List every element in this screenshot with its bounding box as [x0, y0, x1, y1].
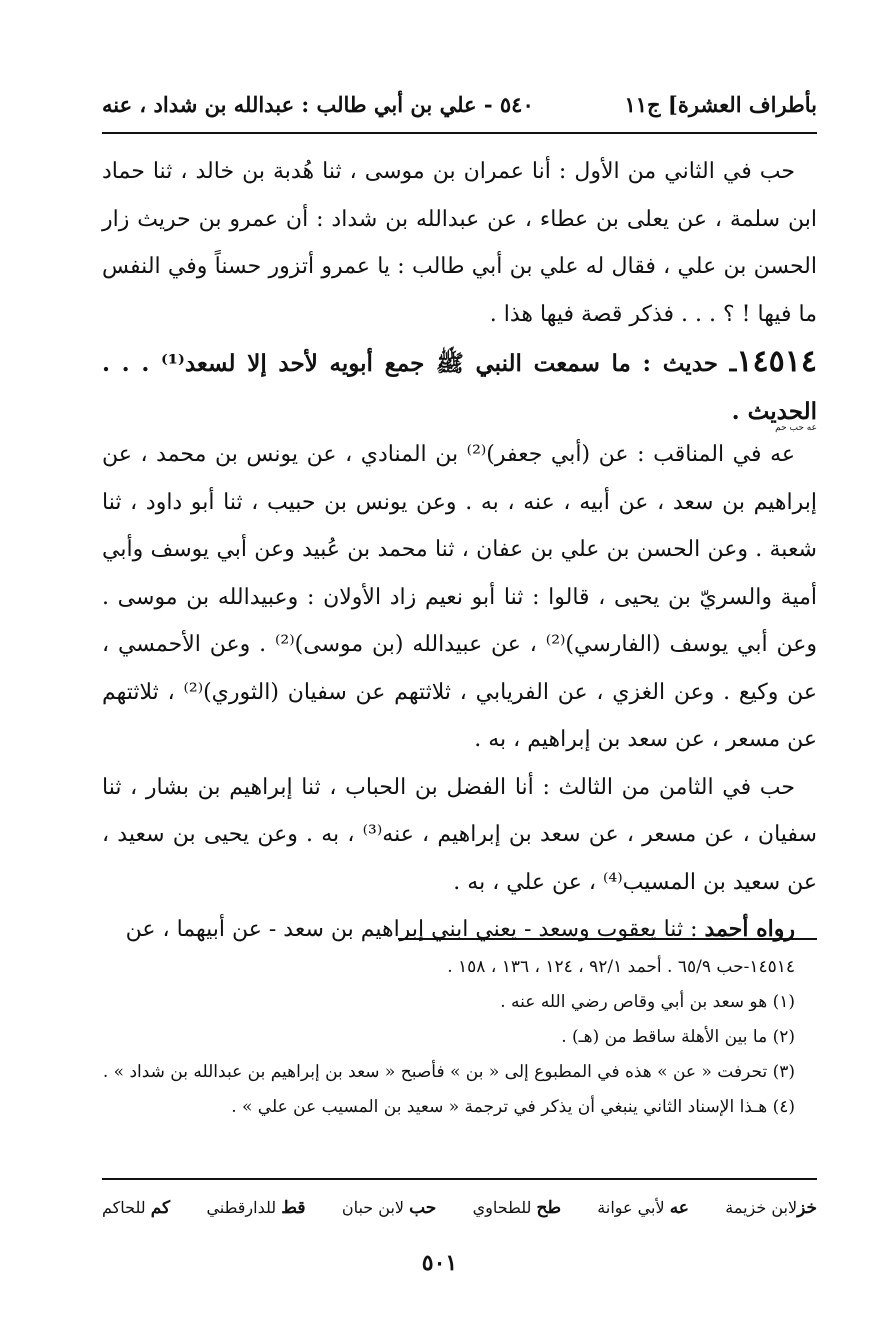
paragraph-3: حب في الثامن من الثالث : أنا الفضل بن الحباب ، ثنا إبراهيم بن بشار ، ثنا سفيان ، عن مسعر ، عن سعد بن إبراهيم ، عنه⁽³⁾ ، به . وعن يحيى بن سعيد ، عن سعيد بن المسيب⁽⁴⁾ ، عن علي ، به .	[102, 774, 817, 895]
footnote-2: (٢) ما بين الأهلة ساقط من (هـ) .	[561, 1027, 795, 1047]
legend-item: طح للطحاوي	[472, 1198, 561, 1218]
legend-item: خزلابن خزيمة	[725, 1198, 817, 1218]
header-book-title: بأطراف العشرة] ج١١	[624, 91, 817, 117]
paragraph-4-rest: : ثنا يعقوب وسعد - يعني ابني إبراهيم بن سعد - عن أبيهما ، عن	[125, 917, 705, 942]
hadith-source-abbreviations: عه حب حم	[775, 423, 817, 433]
footnote-1: (١) هو سعد بن أبي وقاص رضي الله عنه .	[500, 992, 795, 1012]
hadith-text: ـ حديث : ما سمعت النبي ﷺ جمع أبويه لأحد إلا لسعد⁽¹⁾ . . . الحديث .	[102, 350, 817, 425]
paragraph-2: عه في المناقب : عن (أبي جعفر)⁽²⁾ بن المنادي ، عن يونس بن محمد ، عن إبراهيم بن سعد ، عن أبيه ، عنه ، به . وعن يونس بن حبيب ، ثنا أبو داود ، ثنا شعبة . وعن الحسن بن علي بن عفان ، ثنا محمد بن عُبيد وعن أبي يوسف وأبي أمية والسريّ بن يحيى ، قالوا : ثنا أبو نعيم زاد الأولان : وعبيدالله بن موسى . وعن أبي يوسف (الفارسي)⁽²⁾ ، عن عبيدالله (بن موسى)⁽²⁾ . وعن الأحمسي ، عن وكيع . وعن الغزي ، عن الفريابي ، ثلاثتهم عن سفيان (الثوري)⁽²⁾ ، ثلاثتهم عن مسعر ، عن سعد بن إبراهيم ، به .	[102, 442, 817, 752]
footnote-rule	[398, 938, 817, 940]
header-chapter-title: ٥٤٠ - علي بن أبي طالب : عبدالله بن شداد ، عنه	[102, 91, 534, 117]
hadith-heading	[102, 338, 817, 433]
legend-rule	[102, 1178, 817, 1180]
paragraph-1: حب في الثاني من الأول : أنا عمران بن موسى ، ثنا هُدبة بن خالد ، ثنا حماد ابن سلمة ، عن يعلى بن عطاء ، عن عبدالله بن شداد : أن عمرو بن حريث زار الحسن بن علي ، فقال له علي بن أبي طالب : يا عمرو أتزور حسناً وفي النفس ما فيها ! ؟ . . . فذكر قصة فيها هذا .	[102, 159, 817, 327]
page-number: ٥٠١	[421, 1250, 458, 1276]
legend-item: كم للحاكم	[102, 1198, 171, 1218]
footnote-4: (٤) هـذا الإسناد الثاني ينبغي أن يذكر في ترجمة « سعيد بن المسيب عن علي » .	[231, 1097, 795, 1117]
legend-item: قط للدارقطني	[206, 1198, 306, 1218]
legend-item: عه لأبي عوانة	[597, 1198, 689, 1218]
abbreviation-legend	[102, 1190, 817, 1226]
footnotes	[102, 950, 817, 1125]
main-text	[102, 148, 817, 954]
footnote-reference: ١٤٥١٤-حب ٦٥/٩ . أحمد ٩٢/١ ، ١٢٤ ، ١٣٦ ، ١٥٨ .	[447, 957, 795, 977]
footnote-3: (٣) تحرفت « عن » هذه في المطبوع إلى « بن » فأصبح « سعد بن إبراهيم بن عبدالله بن شداد » .	[102, 1062, 795, 1082]
paragraph-4-lead: رواه أحمد	[704, 916, 795, 942]
header-rule	[102, 132, 817, 134]
hadith-number: ١٤٥١٤	[736, 344, 817, 379]
running-header	[102, 82, 817, 126]
legend-item: حب لابن حبان	[341, 1198, 437, 1218]
paragraph-4	[102, 906, 817, 954]
